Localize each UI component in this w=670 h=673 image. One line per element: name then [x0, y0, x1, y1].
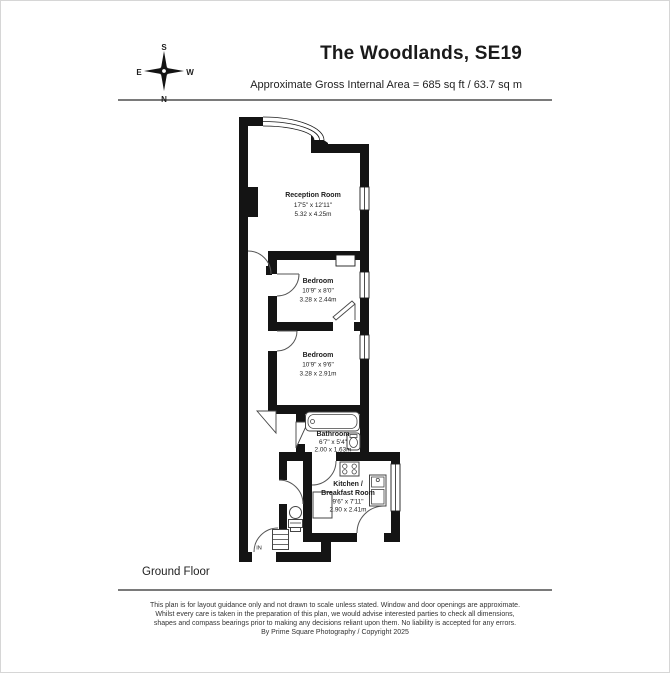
- alcove-recess: [336, 255, 355, 266]
- room-dim-metric: 2.00 x 1.63m: [314, 446, 352, 454]
- disclaimer-line: By Prime Square Photography / Copyright 2025: [261, 629, 409, 636]
- room-dim-imperial: 6'7" x 5'4": [319, 439, 347, 446]
- room-dim-imperial: 10'9" x 9'6": [302, 361, 334, 369]
- compass-icon: [136, 43, 194, 104]
- disclaimer-line: This plan is for layout guidance only and not drawn to scale unless stated. Window and door openings are approximate.: [149, 602, 521, 609]
- disclaimer-line: shapes and compass bearings prior to making any decisions reliant upon them. No liability is accepted for any errors.: [153, 620, 517, 627]
- hall-door-leaf: [257, 411, 276, 433]
- entrance-steps: [273, 530, 289, 550]
- bathroom-label: [315, 431, 352, 454]
- wc-door-arc: [279, 480, 303, 504]
- reception-room-label: [285, 192, 341, 218]
- compass-e-label: E: [136, 68, 142, 77]
- bedroom1-door-arc: [277, 274, 299, 296]
- bathtub: [306, 412, 360, 431]
- bedroom-cupboard-door-leaf: [333, 301, 355, 320]
- room-dim-metric: 3.28 x 2.44m: [299, 296, 337, 304]
- room-name: Bathroom: [316, 431, 350, 438]
- bedroom2-window: [360, 335, 369, 359]
- room-dim-imperial: 9'6" x 7'11": [332, 498, 364, 506]
- room-name: Bedroom: [302, 278, 334, 285]
- stove: [340, 462, 359, 476]
- bay-window: [263, 117, 324, 140]
- compass-s-label: S: [161, 43, 167, 52]
- bedroom1-label: [300, 278, 337, 304]
- entrance-in-label: IN: [256, 545, 262, 552]
- gross-internal-area: Approximate Gross Internal Area = 685 sq ft / 63.7 sq m: [250, 79, 522, 91]
- room-name: Reception Room: [285, 192, 341, 199]
- bedroom1-window: [360, 272, 369, 298]
- bedroom2-label: [300, 352, 337, 378]
- room-dim-metric: 5.32 x 4.25m: [294, 211, 332, 218]
- page-title: The Woodlands, SE19: [320, 43, 522, 64]
- room-dim-imperial: 10'9" x 8'0": [302, 287, 334, 295]
- room-dim-imperial: 17'5" x 12'11": [293, 202, 333, 209]
- bedroom2-door-arc: [277, 331, 297, 351]
- room-dim-metric: 3.28 x 2.91m: [299, 370, 337, 378]
- kitchen-window: [391, 464, 400, 511]
- toilet: [289, 507, 303, 532]
- room-name-line1: Kitchen /: [333, 481, 363, 488]
- disclaimer: [55, 601, 615, 637]
- compass-w-label: W: [186, 68, 194, 77]
- reception-window: [360, 187, 369, 210]
- footer-divider: [118, 589, 552, 591]
- room-dim-metric: 2.90 x 2.41m: [329, 506, 367, 514]
- room-name: Bedroom: [302, 352, 334, 359]
- room-name-line2: Breakfast Room: [321, 490, 375, 497]
- floor-title: Ground Floor: [142, 566, 210, 578]
- disclaimer-line: Whilst every care is taken in the preparation of this plan, we would advise interested parties to check all dimensions,: [155, 611, 515, 618]
- compass-n-label: N: [161, 95, 167, 104]
